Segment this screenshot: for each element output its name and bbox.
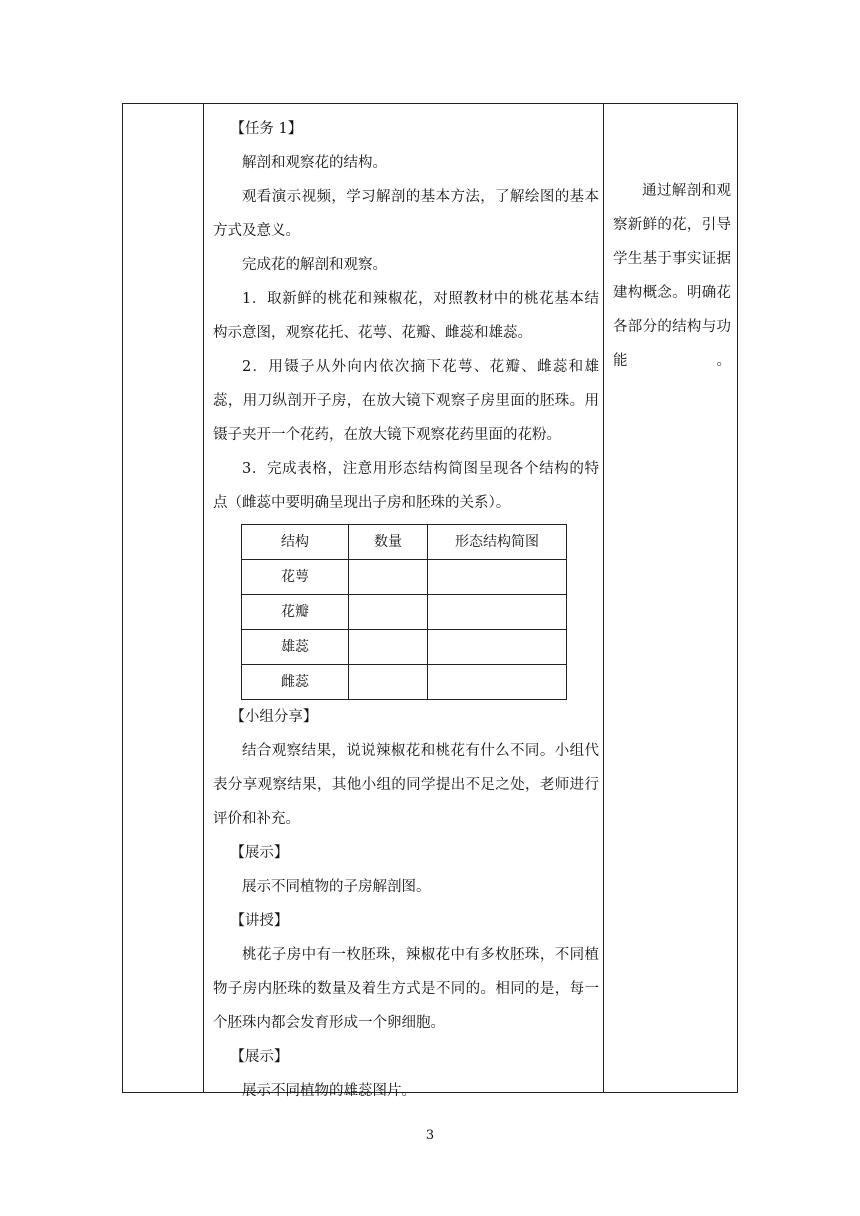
row-label: 雌蕊 bbox=[242, 665, 349, 700]
count-cell bbox=[349, 595, 428, 630]
task-heading: 【任务 1】 bbox=[230, 121, 303, 137]
group-share-heading: 【小组分享】 bbox=[230, 709, 318, 725]
task-title: 解剖和观察花的结构。 bbox=[242, 155, 387, 171]
lecture-heading: 【讲授】 bbox=[230, 913, 289, 929]
show-heading-2: 【展示】 bbox=[230, 1049, 289, 1065]
complete-paragraph: 完成花的解剖和观察。 bbox=[242, 257, 387, 273]
video-paragraph: 观看演示视频，学习解剖的基本方法，了解绘图的基本方式及意义。 bbox=[213, 189, 599, 239]
count-cell bbox=[349, 665, 428, 700]
diagram-cell bbox=[428, 665, 567, 700]
page-number: 3 bbox=[425, 1128, 435, 1143]
structure-table bbox=[241, 524, 567, 700]
header-diagram: 形态结构简图 bbox=[428, 525, 567, 560]
step-1: 1．取新鲜的桃花和辣椒花，对照教材中的桃花基本结构示意图，观察花托、花萼、花瓣、雌蕊和雄蕊。 bbox=[213, 291, 599, 341]
design-intent-text: 通过解剖和观察新鲜的花，引导学生基于事实证据建构概念。明确花各部分的结构与功能。 bbox=[613, 183, 731, 369]
show-heading-1: 【展示】 bbox=[230, 845, 289, 861]
header-structure: 结构 bbox=[242, 525, 349, 560]
diagram-cell bbox=[428, 630, 567, 665]
column-divider-right bbox=[603, 104, 604, 1092]
table-row bbox=[242, 630, 567, 665]
row-label: 花瓣 bbox=[242, 595, 349, 630]
count-cell bbox=[349, 560, 428, 595]
lesson-table bbox=[122, 103, 738, 1099]
group-share-paragraph: 结合观察结果，说说辣椒花和桃花有什么不同。小组代表分享观察结果，其他小组的同学提出不足之处，老师进行评价和补充。 bbox=[213, 743, 599, 827]
step-2: 2．用镊子从外向内依次摘下花萼、花瓣、雌蕊和雄蕊，用刀纵剖开子房，在放大镜下观察子房里面的胚珠。用镊子夹开一个花药，在放大镜下观察花药里面的花粉。 bbox=[213, 359, 599, 443]
show-paragraph-2: 展示不同植物的雄蕊图片。 bbox=[242, 1083, 416, 1099]
table-header-row bbox=[242, 525, 567, 560]
diagram-cell bbox=[428, 595, 567, 630]
column-divider-left bbox=[203, 104, 204, 1092]
header-count: 数量 bbox=[349, 525, 428, 560]
diagram-cell bbox=[428, 560, 567, 595]
lecture-paragraph: 桃花子房中有一枚胚珠，辣椒花中有多枚胚珠，不同植物子房内胚珠的数量及着生方式是不同的。相同的是，每一个胚珠内都会发育形成一个卵细胞。 bbox=[213, 947, 599, 1031]
count-cell bbox=[349, 630, 428, 665]
design-intent-cell bbox=[613, 174, 731, 378]
table-row bbox=[242, 560, 567, 595]
row-label: 雄蕊 bbox=[242, 630, 349, 665]
table-row bbox=[242, 665, 567, 700]
show-paragraph-1: 展示不同植物的子房解剖图。 bbox=[242, 879, 431, 895]
row-label: 花萼 bbox=[242, 560, 349, 595]
step-3: 3．完成表格，注意用形态结构简图呈现各个结构的特点（雌蕊中要明确呈现出子房和胚珠的关系）。 bbox=[213, 461, 599, 511]
table-row bbox=[242, 595, 567, 630]
main-content-cell bbox=[213, 112, 599, 1108]
